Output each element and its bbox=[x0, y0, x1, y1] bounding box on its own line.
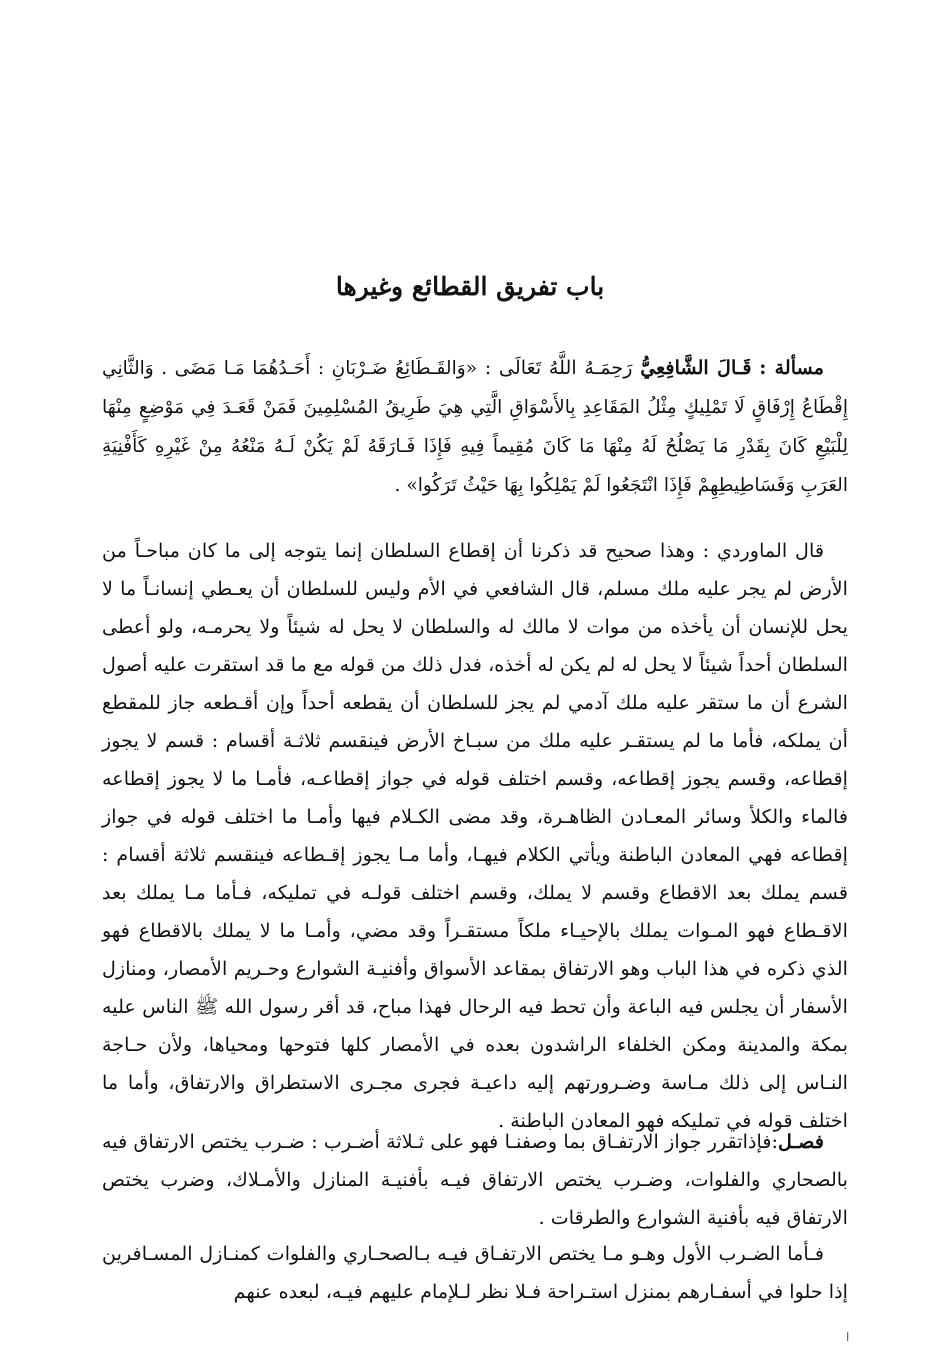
mawardi-paragraph: قال الماوردي : وهذا صحيح قد ذكرنا أن إقطاع السلطان إنما يتوجه إلى ما كان مباحـاً من الأرض لم يجر عليه ملك مسلم، قال الشافعي في الأم وليس للسلطان أن يعـطي إنسانـاً ما لا يحل للإنسان أن يأخذه من موات لا مالك له والسلطان لا يحل له شيئاً ولا يحرمـه، ولو أعطى السلطان أحداً شيئاً لا يحل له لم يكن له أخذه، فدل ذلك من قوله مع ما قد استقرت عليه أصول الشرع أن ما ستقر عليه ملك آدمي لم يجز للسلطان أن يقطعه أحداً وإن أقـطعه جاز للمقطع أن يملكه، فأما ما لم يستقـر عليه ملك من سبـاخ الأرض فينقسم ثلاثـة أقسام : قسم لا يجوز إقطاعه، وقسم يجوز إقطاعه، وقسم اختلف قوله في جواز إقطاعـه، فأمـا ما لا يجوز إقطاعه فالماء والكلأ وسائر المعـادن الظاهـرة، وقد مضى الكـلام فيها وأمـا ما اختلف قوله في جواز إقطاعه فهي المعادن الباطنة ويأتي الكلام فيهـا، وأما مـا يجوز إقـطاعه فينقسم ثلاثة أقسام : قسم يملك بعد الاقطاع وقسم لا يملك، وقسم اختلف قولـه في تمليكه، فـأما مـا يملك بعد الاقـطاع فهو المـوات يملك بالإحيـاء ملكاً مستقـراً وقد مضي، وأمـا ما لا يملك بالاقطاع فهو الذي ذكره في هذا الباب وهو الارتفاق بمقاعد الأسواق وأفنيـة الشوارع وحـريم الأمصار، ومنازل الأسفار أن يجلس فيه الباعة وأن تحط فيه الرحال فهذا مباح، قد أقر رسول الله ﷺ الناس عليه بمكة والمدينة ومكن الخلفاء الراشدون بعده في الأمصار كلها فتوحها ومحياها، ولأن حـاجة النـاس إلى ذلك مـاسة وضـرورتهم إليه داعيـة فجرى مجـرى الاستطراق والارتفاق، وأما ما اختلف قوله في تمليكه فهو المعادن الباطنة . bbox=[102, 539, 848, 1132]
final-paragraph: فـأما الضـرب الأول وهـو مـا يختص الارتفـاق فيـه بـالصحـاري والفلوات كمنـازل المسـافرين إذا حلوا في أسفـارهم بمنزل استـراحة فـلا نظر لـلإمام عليهم فيـه، لبعده عنهم bbox=[102, 1242, 848, 1303]
margin-mark: ا bbox=[846, 1330, 850, 1344]
fasl-section bbox=[102, 1123, 848, 1237]
masala-section bbox=[102, 349, 848, 505]
fasl-paragraph bbox=[102, 1123, 848, 1237]
masala-paragraph bbox=[102, 349, 848, 505]
speaker-name: قَـالَ الشَّافِعِيُّ bbox=[640, 356, 752, 379]
shafii-quote: «وَالقَـطَائِعُ ضَـرْبَانِ : أَحَـدُهُمَا مَـا مَضَى . وَالثَّانِي إِقْطَاعُ إِرْفَاقٍ لَا تَمْلِيكٍ مِثْلُ المَقَاعِدِ بِالأَسْوَاقِ الَّتِي هِيَ طَرِيقُ المُسْلِمِينَ فَمَنْ قَعَـدَ فِي مَوْضِعٍ مِنْهَا لِلْبَيْعِ كَانَ بِقَدْرِ مَا يَصْلُحُ لَهُ مِنْهَا مَا كَانَ مُقِيماً فِيهِ فَإِذَا فَـارَقَهُ لَمْ يَكُنْ لَـهُ مَنْعُهُ مِنْ غَيْرِهِ كَأَفْنِيَةِ العَرَبِ وَفَسَاطِيطِهِمْ فَإِذَا انْتَجَعُوا لَمْ يَمْلِكُوا بِهَا حَيْثُ تَرَكُوا» . bbox=[102, 358, 848, 496]
honorific-phrase: رَحِمَـهُ اللَّهُ تَعَالَى : bbox=[484, 356, 633, 379]
fasl-label: فصـل bbox=[778, 1130, 824, 1153]
masala-label: مسألة : bbox=[759, 356, 824, 379]
final-section bbox=[102, 1235, 848, 1311]
chapter-title: باب تفريق القطائع وغيرها bbox=[335, 272, 605, 301]
mawardi-section bbox=[102, 532, 848, 1140]
fasl-text: :فإذاتقرر جواز الارتفـاق بما وصفنـا فهو على ثـلاثة أضـرب : ضـرب يختص الارتفاق فيه بالصحاري والفلوات، وضـرب يختص الارتفاق فيـه بأفنيـة المنازل والأمـلاك، وضرب يختص الارتفاق فيه بأفنية الشوارع والطرقات . bbox=[102, 1130, 848, 1229]
